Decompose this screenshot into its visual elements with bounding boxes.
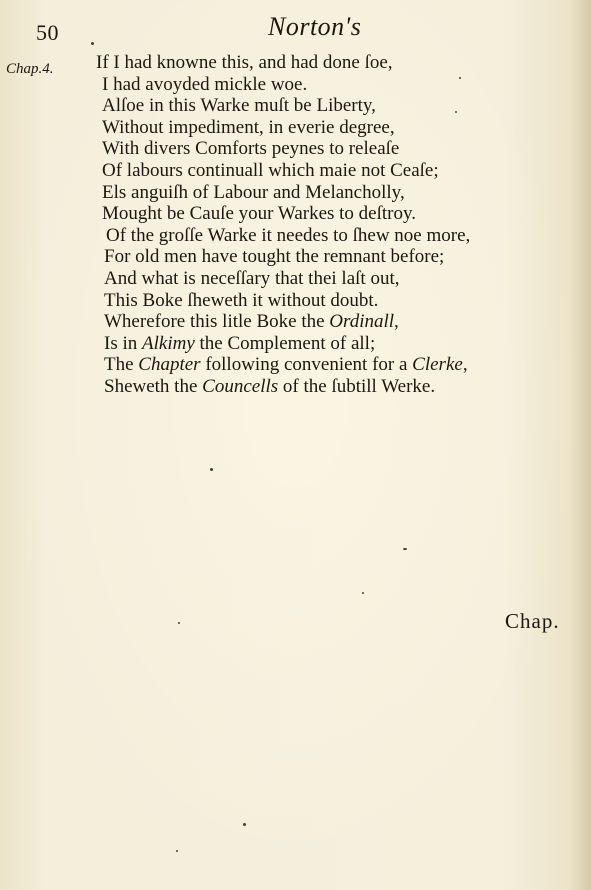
text-run: With divers Comforts peynes to releaſe <box>102 138 400 160</box>
verse-block <box>96 52 470 398</box>
verse-line <box>96 95 470 117</box>
text-run: Els anguiſh of Labour and Melancholly, <box>102 181 405 203</box>
text-run: Sheweth the <box>104 375 203 397</box>
verse-line <box>96 290 470 312</box>
italic-run: Alkimy <box>142 332 195 354</box>
italic-run: Clerke <box>412 354 463 376</box>
verse-line <box>96 311 470 333</box>
text-run: And what is neceſſary that thei laſt out, <box>104 267 400 289</box>
text-run: Of labours continuall which maie not Ceaſe; <box>102 159 439 181</box>
italic-run: Councells <box>202 375 279 397</box>
verse-line <box>96 138 470 160</box>
verse-line <box>96 354 470 376</box>
text-run: I had avoyded mickle woe. <box>102 73 308 95</box>
paper-speck <box>362 592 364 594</box>
text-run: For old men have tought the remnant before; <box>104 246 445 268</box>
verse-line <box>96 246 470 268</box>
text-run: Is in <box>104 332 142 354</box>
verse-line <box>96 203 470 225</box>
verse-line <box>96 376 470 398</box>
verse-line <box>96 160 470 182</box>
text-run: following convenient for a <box>200 354 413 376</box>
paper-speck <box>459 77 461 79</box>
gutter-shadow <box>569 0 591 890</box>
paper-speck <box>210 468 213 471</box>
text-run: Without impediment, in everie degree, <box>102 116 395 138</box>
paper-speck <box>178 622 180 624</box>
running-head: Norton's <box>268 12 362 41</box>
text-run: Mought be Cauſe your Warkes to deſtroy. <box>102 203 417 225</box>
text-run: the Complement of all; <box>194 332 376 354</box>
chapter-marker: Chap.4. <box>6 61 54 77</box>
verse-line <box>96 182 470 204</box>
paper-speck <box>455 111 457 113</box>
text-run: If I had knowne this, and had done ſoe, <box>96 52 393 73</box>
text-run: Wherefore this litle Boke the <box>104 311 330 333</box>
italic-run: Chapter <box>138 354 201 376</box>
text-run: The <box>104 354 139 376</box>
verse-line <box>96 225 470 247</box>
paper-speck <box>91 42 94 45</box>
verse-line <box>96 268 470 290</box>
text-run: This Boke ſheweth it without doubt. <box>104 289 379 311</box>
text-run: of the ſubtill Werke. <box>278 375 436 397</box>
paper-speck <box>176 850 178 852</box>
paper-speck <box>403 548 407 550</box>
page-number: 50 <box>36 20 59 45</box>
verse-line <box>96 333 470 355</box>
text-run: Alſoe in this Warke muſt be Liberty, <box>102 95 376 117</box>
catchword: Chap. <box>505 609 560 633</box>
verse-line <box>96 117 470 139</box>
text-run: , <box>462 354 468 376</box>
verse-line <box>96 74 470 96</box>
text-run: Of the groſſe Warke it needes to ſhew noe more, <box>106 224 471 246</box>
text-run: , <box>394 311 399 333</box>
verse-line <box>96 52 470 74</box>
paper-speck <box>243 823 246 826</box>
italic-run: Ordinall <box>329 311 395 333</box>
